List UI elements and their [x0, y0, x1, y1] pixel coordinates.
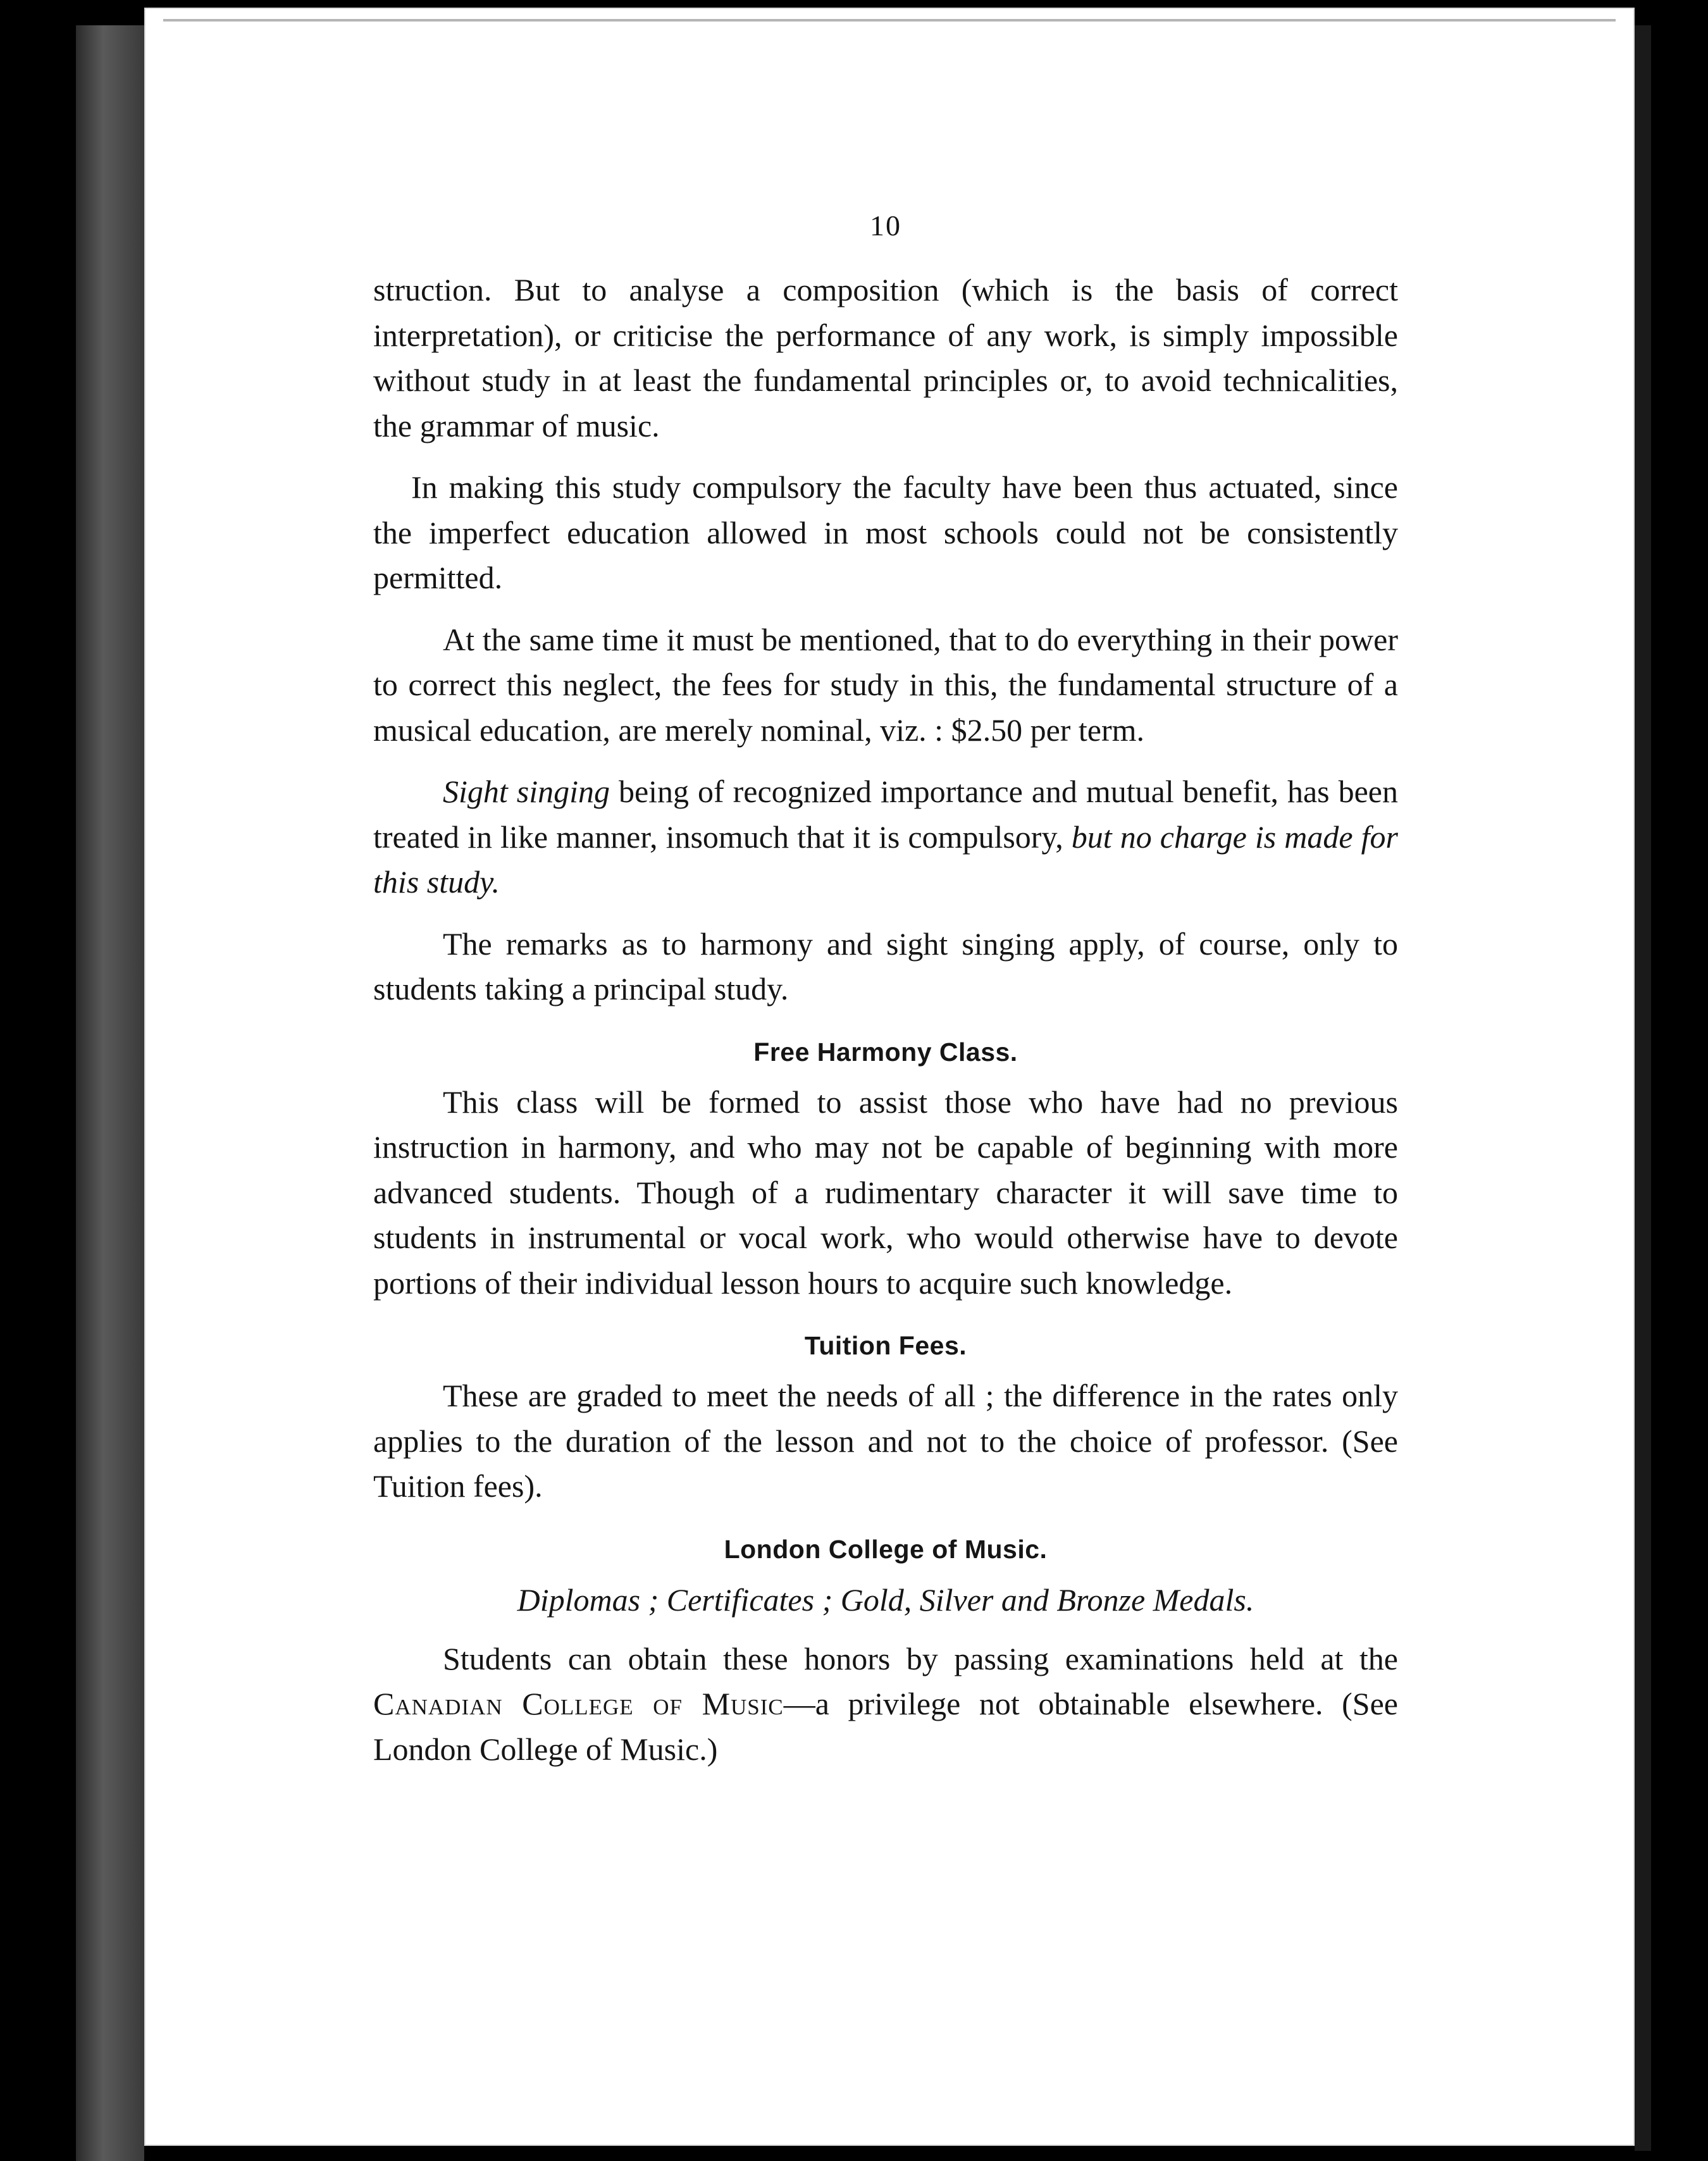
honors-text-before: Students can obtain these honors by passing examinations held at the [443, 1640, 1398, 1676]
paragraph-free-harmony: This class will be formed to assist those who have had no previous instruction in harmony, and who may not be capable of beginning with more advanced students. Though of a rudimentary character it will save time to students in instrumental or vocal work, who would otherwise have to devote portions of their individual lesson hours to acquire such knowledge. [373, 1084, 1398, 1301]
paragraph-sight-singing [373, 769, 1398, 905]
honors-text-after: —a privilege not obtainable elsewhere. (See London College of Music.) [373, 1686, 1398, 1767]
page-top-edge [163, 19, 1616, 22]
paragraph-remarks: The remarks as to harmony and sight singing apply, of course, only to students taking a principal study. [373, 926, 1398, 1006]
sight-singing-text: being of recognized importance and mutual benefit, has been treated in like manner, insomuch that it is compulsory, [373, 774, 1398, 855]
heading-london-college: London College of Music. [724, 1534, 1048, 1564]
paragraph-compulsory-study: In making this study compulsory the faculty have been thus actuated, since the imperfect education allowed in most schools could not be consistently permitted. [373, 469, 1398, 595]
medals-line: Diplomas ; Certificates ; Gold, Silver and Bronze Medals. [517, 1582, 1254, 1618]
page-number: 10 [870, 209, 901, 242]
no-charge-note: but no charge is made for this study. [373, 819, 1398, 900]
paragraph-tuition-fees: These are graded to meet the needs of all ; the difference in the rates only applies to the duration of the lesson and not to the choice of professor. (See Tuition fees). [373, 1378, 1398, 1504]
page-text-block [373, 209, 1398, 1788]
paragraph-continued-instruction: struction. But to analyse a composition (which is the basis of correct interpretation), or criticise the performance of any work, is simply impossible without study in at least the fundamental principles or, to avoid technicalities, the grammar of music. [373, 272, 1398, 443]
paragraph-honors [373, 1637, 1398, 1773]
college-name-small-caps: Canadian College of Music [373, 1686, 784, 1721]
sight-singing-term: Sight singing [443, 774, 610, 809]
paragraph-fees-nominal: At the same time it must be mentioned, that to do everything in their power to correct this neglect, the fees for study in this, the fundamental structure of a musical education, are merely nominal, viz. : $2.50 per term. [373, 621, 1398, 748]
book-binding-edge [76, 25, 144, 2161]
heading-tuition-fees: Tuition Fees. [804, 1331, 967, 1360]
heading-free-harmony-class: Free Harmony Class. [753, 1037, 1018, 1067]
page-right-edge [1635, 25, 1651, 2151]
